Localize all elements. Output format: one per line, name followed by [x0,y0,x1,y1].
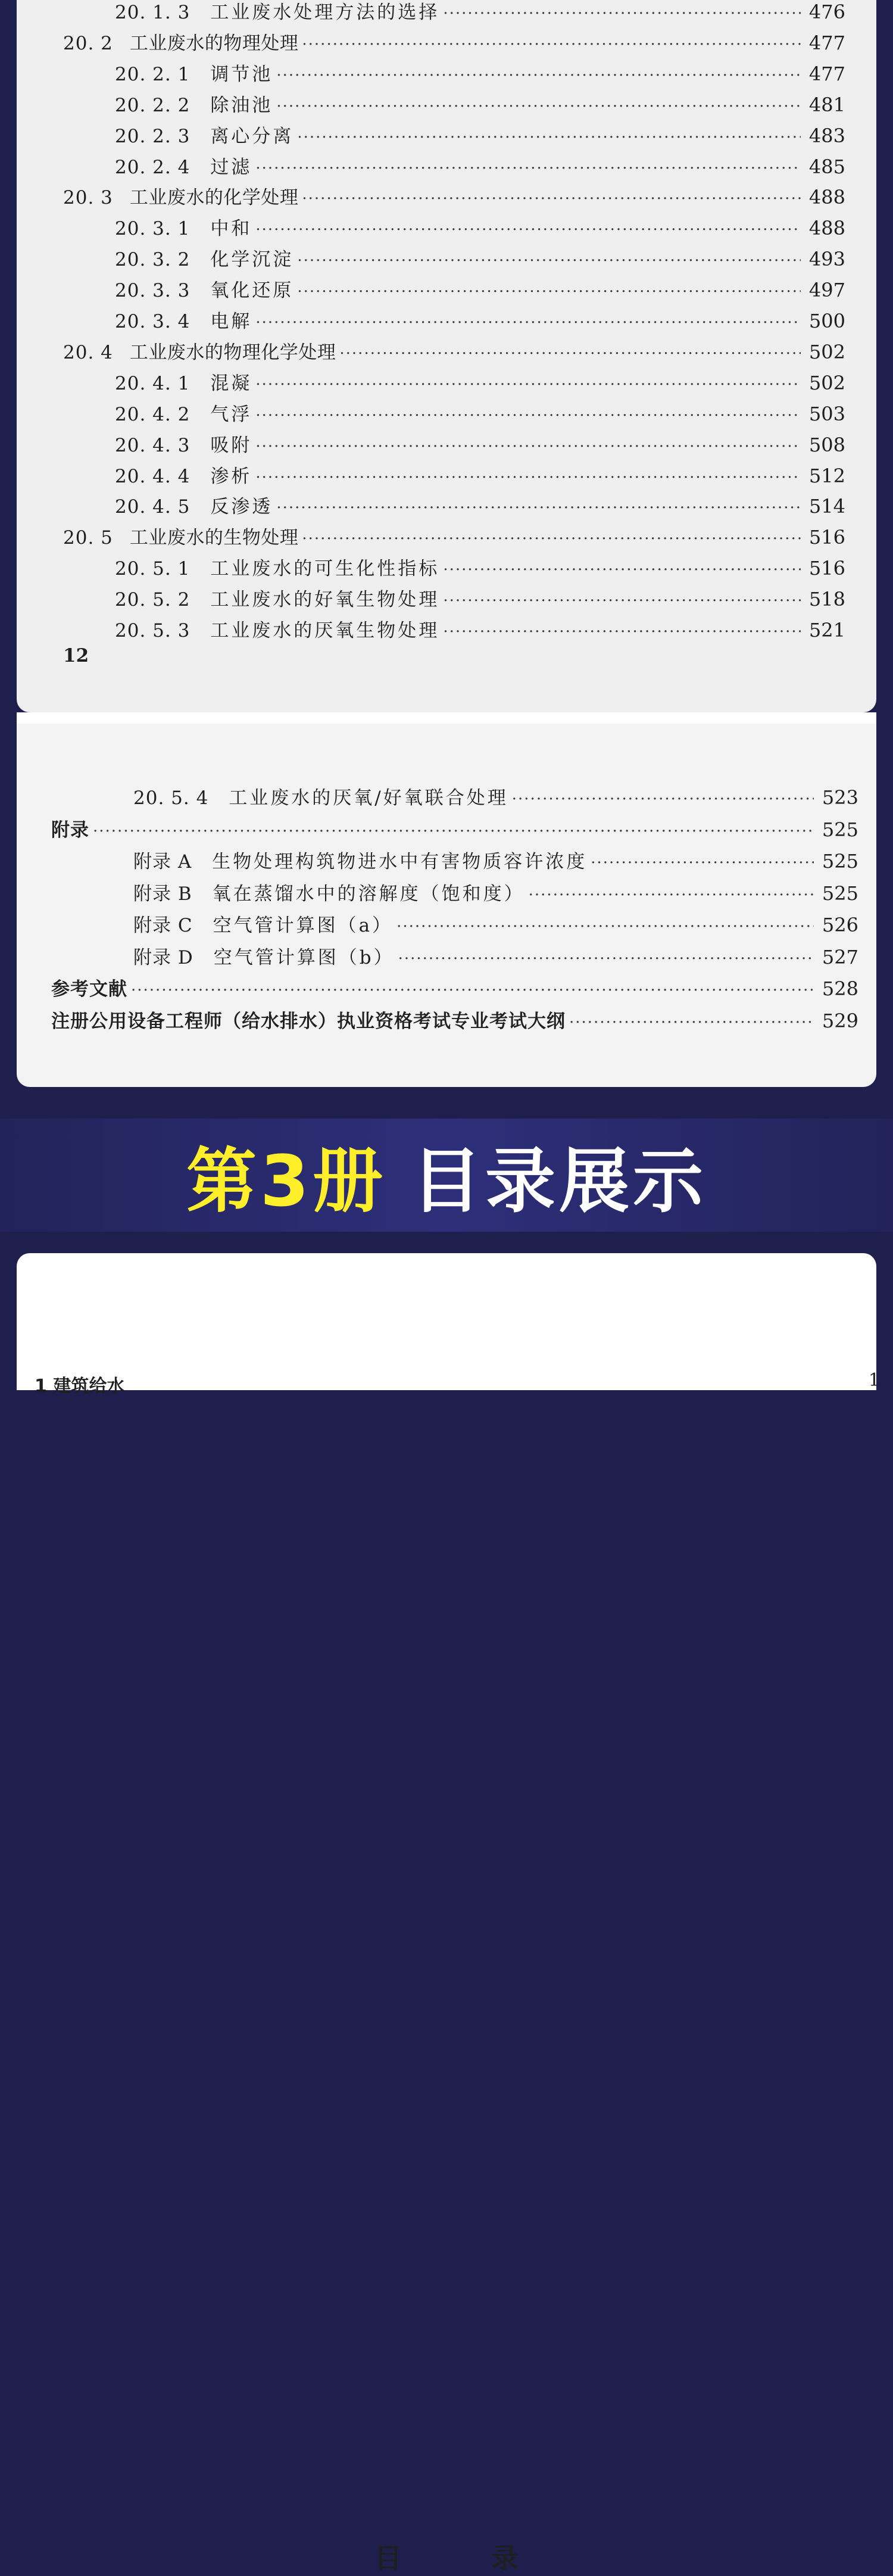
toc-row-leader [591,855,814,871]
toc-row-title: 工业废水的可生化性指标 [210,558,440,580]
toc-row-leader [297,130,801,145]
toc-row-title: 工业废水的好氧生物处理 [210,589,440,611]
toc-row-title: 反渗透 [210,496,273,518]
toc-row-title: 除油池 [210,94,273,116]
toc-row-page: 476 [808,1,845,23]
toc-row-number: 20. 3. 3 [115,280,191,302]
toc-row-leader [93,824,814,839]
toc-row-title: 附录 [51,819,89,841]
toc-row-number: 20. 4. 4 [115,465,191,487]
toc-first-entry-page: 1 [868,1370,880,1391]
toc-row-leader [255,161,801,176]
toc-row-number: 20. 2 [63,32,113,54]
toc-row-leader [276,99,801,114]
page-gap [17,712,876,724]
toc-row-title: 氧化还原 [210,280,294,302]
toc-row-title: 工业废水的厌氧生物处理 [210,620,440,641]
toc-row-title: 参考文献 [51,979,127,1000]
toc-row-page: 518 [808,588,845,611]
toc-page-1 [17,0,876,712]
toc-row [115,281,845,300]
toc-row [133,852,858,871]
toc-row-page: 502 [808,371,845,394]
toc-row-page: 529 [822,1009,858,1032]
toc-row [115,435,845,455]
toc-row [115,2,845,22]
toc-row-page: 493 [808,248,845,271]
toc-row [63,33,845,53]
toc-row-leader [443,593,801,609]
toc-row-number: 20. 4. 1 [115,372,191,394]
toc-row [115,621,845,640]
toc-row [63,188,845,207]
toc-row-page: 523 [822,786,858,809]
toc-row-page: 528 [822,977,858,1000]
toc-row-number: 20. 1. 3 [115,2,191,23]
toc-row [115,250,845,269]
toc-row-number: 20. 3. 4 [115,311,191,332]
toc-row [51,1011,858,1031]
toc-row-leader [302,37,801,52]
toc-row-title: 吸附 [210,434,252,456]
toc-row-title: 生物处理构筑物进水中有害物质容许浓度 [212,851,588,873]
toc-row-page: 514 [808,495,845,518]
toc-row-title: 工业废水处理方法的选择 [210,2,440,23]
toc-row-leader [255,439,801,454]
toc-heading: 目录 [374,2542,608,2574]
toc-row-number: 20. 5. 3 [115,620,191,641]
toc-row [63,528,845,547]
toc-row-page: 512 [808,464,845,487]
toc-row-page: 521 [808,619,845,641]
toc-row-leader [131,983,814,998]
toc-row-number: 20. 5. 4 [133,787,209,809]
toc-row-page: 477 [808,62,845,85]
toc-row-title: 渗析 [210,465,252,487]
toc-row [115,404,845,424]
toc-row [115,312,845,331]
section-banner [0,1119,893,1232]
toc-row [115,559,845,578]
toc-row-title: 混凝 [210,372,252,394]
toc-row-number: 20. 4. 2 [115,403,191,425]
toc-row-page: 526 [822,914,858,936]
toc-row-number: 20. 2. 4 [115,156,191,178]
toc-row-leader [255,408,801,423]
toc-row-title: 过滤 [210,156,252,178]
toc-row-number: 20. 5. 2 [115,589,191,611]
toc-row-number: 附录 A [133,851,192,873]
toc-row-leader [443,6,801,21]
toc-row-number: 附录 B [133,883,192,905]
toc-row [63,342,845,362]
toc-row-page: 525 [822,818,858,841]
toc-row-title: 中和 [210,218,252,240]
toc-row [115,590,845,609]
toc-row-page: 525 [822,881,858,905]
toc-row-page: 508 [808,433,845,456]
toc-row-title: 空气管计算图（a） [213,915,394,936]
toc-row-title: 化学沉淀 [210,249,294,271]
toc-row-title: 注册公用设备工程师（给水排水）执业资格考试专业考试大纲 [51,1010,566,1032]
toc-row-number: 20. 5. 1 [115,558,191,580]
toc-row-leader [255,470,801,485]
toc-page-3 [17,1253,876,2574]
toc-row-page: 481 [808,93,845,116]
toc-row-leader [398,951,814,967]
toc-row-page: 488 [808,217,845,240]
toc-row-leader [339,346,801,362]
toc-row-leader [276,68,801,83]
toc-row-leader [255,315,801,331]
toc-row-page: 483 [808,124,845,147]
toc-row-page: 516 [808,557,845,580]
toc-row [133,945,858,968]
toc-row [115,373,845,393]
toc-row-page: 477 [808,31,845,54]
toc-row-page: 485 [808,155,845,178]
toc-row-leader [529,887,814,903]
toc-row-number: 20. 2. 1 [115,63,191,85]
toc-row-leader [443,624,801,640]
toc-row-title: 工业废水的物理处理 [129,32,299,54]
toc-row-number: 20. 2. 3 [115,125,191,147]
toc-row-leader [569,1015,814,1030]
toc-row-number: 20. 5 [63,527,113,549]
toc-row [115,219,845,238]
banner-title: 目录展示 [411,1140,707,1222]
toc-row-title: 气浮 [210,403,252,425]
toc-row [115,157,845,177]
toc-row-number: 附录 C [133,915,193,936]
toc-row-page: 527 [822,945,858,968]
toc-row [51,820,858,840]
banner-volume-label: 第3册 [186,1140,387,1222]
toc-row-page: 488 [808,186,845,209]
toc-row-number: 20. 4 [63,341,113,363]
toc-row [115,64,845,84]
toc-row [115,95,845,115]
toc-row-title: 氧在蒸馏水中的溶解度（饱和度） [212,883,525,905]
toc-page-2 [17,724,876,1087]
toc-row-title: 工业废水的物理化学处理 [129,341,336,363]
toc-row [133,788,858,808]
toc-row-leader [276,500,801,516]
toc-row-page: 503 [808,402,845,425]
toc-row-number: 20. 3. 1 [115,218,191,240]
toc-row-leader [297,253,801,269]
toc-row [133,881,858,905]
toc-row-number: 20. 2. 2 [115,94,191,116]
toc-row-page: 525 [822,850,858,873]
toc-row-leader [302,531,801,547]
toc-row-leader [302,191,801,207]
toc-row [51,979,858,999]
toc-row [115,466,845,486]
toc-row-page: 497 [808,279,845,302]
toc-row-number: 附录 D [133,946,193,968]
toc-row-page: 500 [808,310,845,332]
page-footer-number: 12 [63,645,89,666]
toc-row [115,497,845,516]
toc-row-leader [443,562,801,578]
toc-row-page: 516 [808,526,845,549]
toc-row-number: 20. 4. 5 [115,496,191,518]
toc-row-number: 20. 3 [63,187,113,209]
toc-row [115,126,845,146]
toc-row-title: 电解 [210,311,252,332]
toc-row-title: 调节池 [210,63,273,85]
toc-row-leader [255,377,801,393]
toc-row-page: 502 [808,340,845,363]
toc-row-number: 20. 3. 2 [115,249,191,271]
toc-row-title: 工业废水的生物处理 [129,527,299,549]
toc-row-title: 工业废水的厌氧/好氧联合处理 [229,787,508,809]
toc-row-title: 工业废水的化学处理 [129,187,299,209]
toc-first-entry: 1 建筑给水 [35,1376,125,1397]
toc-row-leader [297,284,801,300]
toc-row-leader [255,222,801,238]
toc-row-title: 空气管计算图（b） [213,946,395,968]
toc-row-leader [512,792,814,807]
toc-row [133,915,858,935]
toc-row-number: 20. 4. 3 [115,434,191,456]
toc-row-leader [396,919,814,935]
toc-row-title: 离心分离 [210,125,294,147]
